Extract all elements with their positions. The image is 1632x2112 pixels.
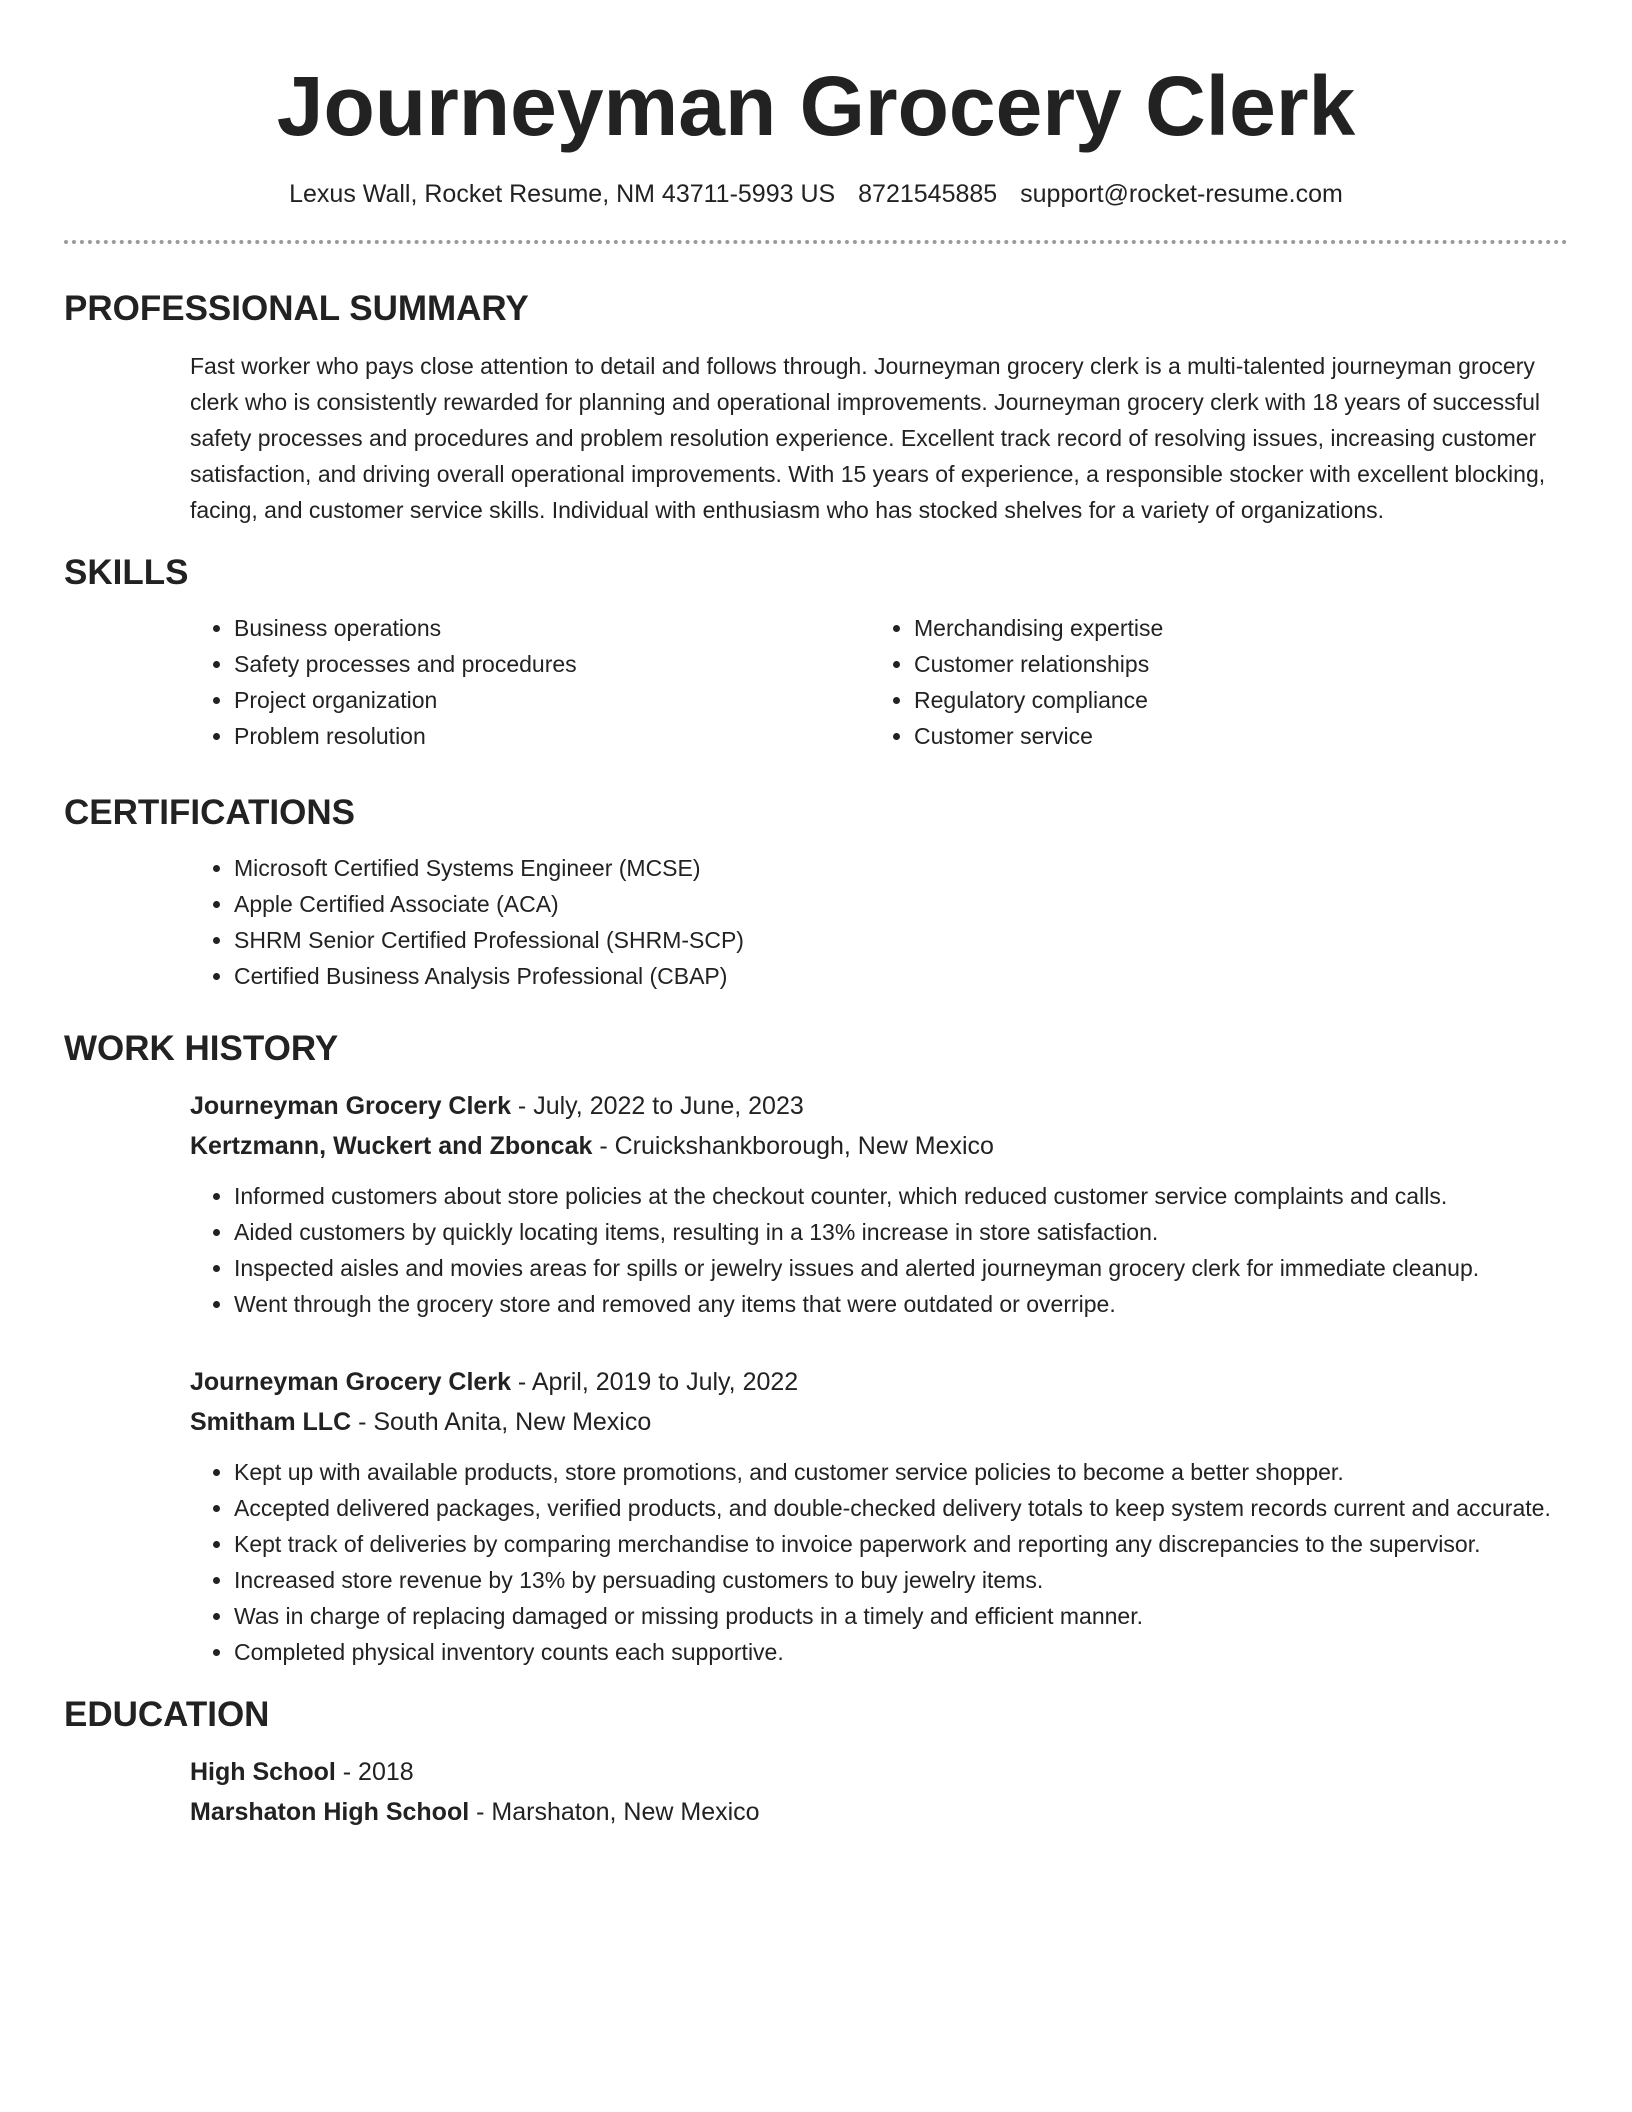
job-company-line bbox=[190, 1402, 1568, 1442]
certification-item: • Microsoft Certified Systems Engineer (MCSE) bbox=[234, 850, 1568, 886]
section-education bbox=[64, 1694, 1568, 1832]
skill-item: • Merchandising expertise bbox=[914, 610, 1550, 646]
contact-phone: 8721545885 bbox=[858, 180, 998, 208]
section-heading: EDUCATION bbox=[64, 1695, 270, 1734]
contact-address: Lexus Wall, Rocket Resume, NM 43711-5993 US bbox=[289, 180, 836, 208]
section-heading: WORK HISTORY bbox=[64, 1029, 339, 1068]
job-company: Kertzmann, Wuckert and Zboncak bbox=[190, 1132, 593, 1160]
certification-item: • SHRM Senior Certified Professional (SHRM-SCP) bbox=[234, 922, 1568, 958]
job-bullet: • Inspected aisles and movies areas for spills or jewelry issues and alerted journeyman grocery clerk for immediate cleanup. bbox=[234, 1250, 1568, 1286]
job-entry bbox=[190, 1086, 1568, 1322]
job-title: Journeyman Grocery Clerk bbox=[190, 1368, 511, 1396]
skills-column-left bbox=[190, 610, 870, 754]
skill-item: • Project organization bbox=[234, 682, 870, 718]
section-skills bbox=[64, 552, 1568, 754]
job-bullet: • Went through the grocery store and removed any items that were outdated or overripe. bbox=[234, 1286, 1568, 1322]
job-title-line bbox=[190, 1362, 1568, 1402]
education-degree-line bbox=[190, 1752, 1568, 1792]
job-location: - Cruickshankborough, New Mexico bbox=[592, 1132, 994, 1160]
skill-item: • Customer relationships bbox=[914, 646, 1550, 682]
section-heading: CERTIFICATIONS bbox=[64, 793, 356, 832]
section-professional-summary bbox=[64, 288, 1568, 528]
skill-item: • Safety processes and procedures bbox=[234, 646, 870, 682]
job-dates: - July, 2022 to June, 2023 bbox=[510, 1092, 804, 1120]
section-heading: SKILLS bbox=[64, 553, 189, 592]
skill-item: • Customer service bbox=[914, 718, 1550, 754]
contact-line bbox=[64, 178, 1568, 210]
job-entry bbox=[190, 1362, 1568, 1670]
job-title-line bbox=[190, 1086, 1568, 1126]
skill-item: • Problem resolution bbox=[234, 718, 870, 754]
certification-item: • Apple Certified Associate (ACA) bbox=[234, 886, 1568, 922]
header-divider bbox=[64, 240, 1568, 244]
job-bullet: • Was in charge of replacing damaged or missing products in a timely and efficient manner. bbox=[234, 1598, 1568, 1634]
job-bullet: • Accepted delivered packages, verified products, and double-checked delivery totals to keep system records current and accurate. bbox=[234, 1490, 1568, 1526]
job-company: Smitham LLC bbox=[190, 1408, 352, 1436]
job-bullet: • Kept track of deliveries by comparing merchandise to invoice paperwork and reporting any discrepancies to the supervisor. bbox=[234, 1526, 1568, 1562]
education-degree: High School bbox=[190, 1758, 336, 1786]
section-heading: PROFESSIONAL SUMMARY bbox=[64, 289, 529, 328]
education-school: Marshaton High School bbox=[190, 1798, 470, 1826]
skill-item: • Regulatory compliance bbox=[914, 682, 1550, 718]
certification-item: • Certified Business Analysis Professional (CBAP) bbox=[234, 958, 1568, 994]
contact-email: support@rocket-resume.com bbox=[1020, 180, 1343, 208]
job-company-line bbox=[190, 1126, 1568, 1166]
section-certifications bbox=[64, 792, 1568, 994]
education-year: - 2018 bbox=[335, 1758, 414, 1786]
summary-text: Fast worker who pays close attention to detail and follows through. Journeyman grocery clerk is a multi-talented journeyman grocery clerk who is consistently rewarded for planning and operational improvements. Journeyman grocery clerk with 18 years of successful safety processes and procedures and problem resolution experience. Excellent track record of resolving issues, increasing customer satisfaction, and driving overall operational improvements. With 15 years of experience, a responsible stocker with excellent blocking, facing, and customer service skills. Individual with enthusiasm who has stocked shelves for a variety of organizations. bbox=[190, 353, 1546, 523]
job-bullet: • Kept up with available products, store promotions, and customer service policies to become a better shopper. bbox=[234, 1454, 1568, 1490]
section-work-history bbox=[64, 1028, 1568, 1670]
education-school-line bbox=[190, 1792, 1568, 1832]
job-location: - South Anita, New Mexico bbox=[351, 1408, 652, 1436]
job-bullet: • Completed physical inventory counts each supportive. bbox=[234, 1634, 1568, 1670]
skills-column-right bbox=[870, 610, 1550, 754]
resume-title: Journeyman Grocery Clerk bbox=[276, 59, 1356, 153]
resume-page bbox=[64, 0, 1568, 1832]
job-bullet: • Informed customers about store policies at the checkout counter, which reduced customer service complaints and calls. bbox=[234, 1178, 1568, 1214]
job-dates: - April, 2019 to July, 2022 bbox=[510, 1368, 799, 1396]
education-location: - Marshaton, New Mexico bbox=[469, 1798, 760, 1826]
skill-item: • Business operations bbox=[234, 610, 870, 646]
job-title: Journeyman Grocery Clerk bbox=[190, 1092, 511, 1120]
job-bullet: • Aided customers by quickly locating items, resulting in a 13% increase in store satisfaction. bbox=[234, 1214, 1568, 1250]
job-bullet: • Increased store revenue by 13% by persuading customers to buy jewelry items. bbox=[234, 1562, 1568, 1598]
